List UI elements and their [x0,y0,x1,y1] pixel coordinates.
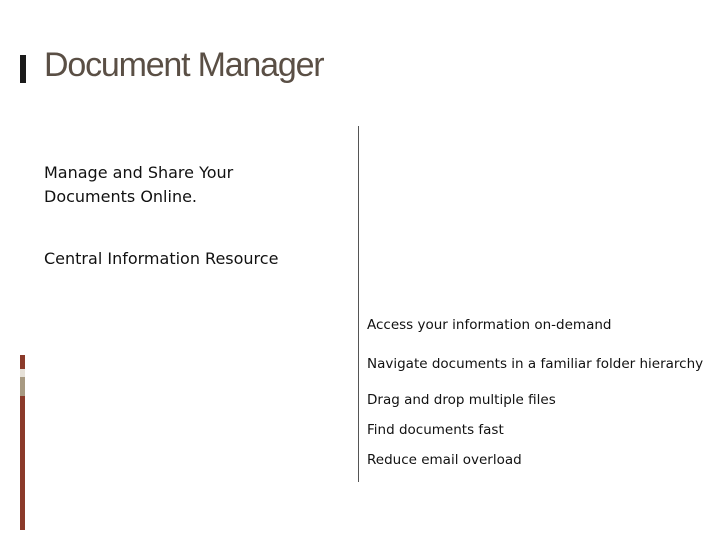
page-title: Document Manager [44,46,324,84]
feature-item: Reduce email overload [367,452,522,468]
vertical-divider [358,126,359,482]
feature-item: Access your information on-demand [367,317,612,333]
subtitle: Manage and Share Your Documents Online. [44,163,234,206]
title-accent-bar [20,55,26,83]
left-accent-bar-segment [20,396,25,530]
left-accent-bar-segment [20,377,25,396]
feature-item: Drag and drop multiple files [367,392,556,408]
feature-item: Navigate documents in a familiar folder hierarchy [367,356,704,372]
left-accent-bar-segment [20,369,25,377]
section-heading: Central Information Resource [44,249,279,268]
left-accent-bar-segment [20,355,25,369]
feature-item: Find documents fast [367,422,504,438]
